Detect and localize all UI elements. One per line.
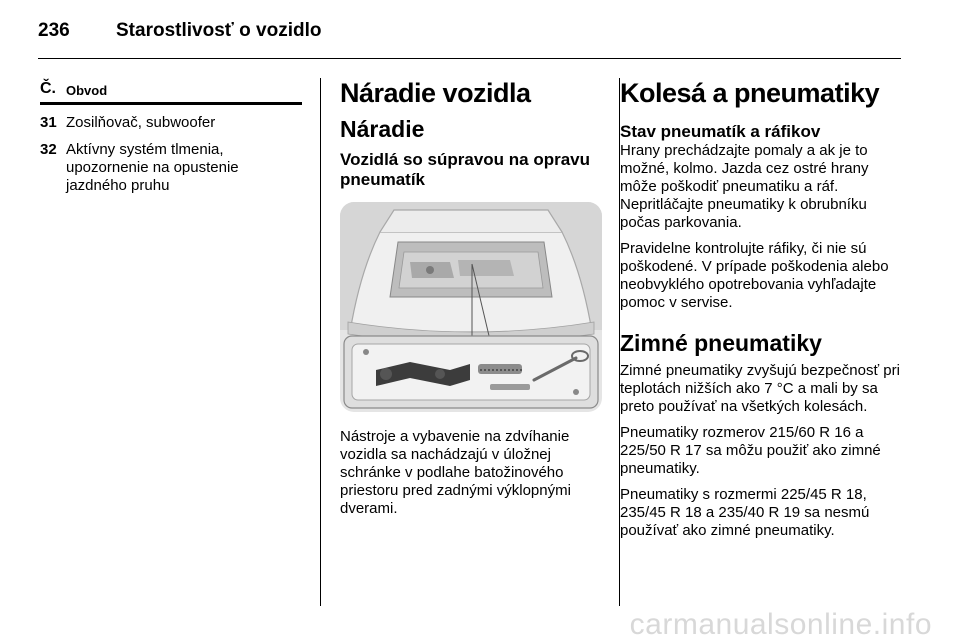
winter-tires-paragraph: Zimné pneumatiky zvyšujú bezpečnosť pri teplotách nižších ako 7 °C a mali by sa preto používať na všetkých kolesách. xyxy=(620,362,900,415)
legend-col-label: Obvod xyxy=(66,83,108,98)
legend-header-rule xyxy=(40,102,302,105)
winter-tires-heading: Zimné pneumatiky xyxy=(620,330,822,356)
trunk-tools-illustration xyxy=(340,202,602,412)
tools-heading: Náradie vozidla xyxy=(340,78,531,108)
winter-tires-paragraph: Pneumatiky rozmerov 215/60 R 16 a 225/50 R 17 sa môžu použiť ako zimné pneumatiky. xyxy=(620,424,881,477)
page-title: Starostlivosť o vozidlo xyxy=(116,20,322,41)
tools-subsubheading: Vozidlá so súpravou na opravu pneumatík xyxy=(340,150,591,189)
legend-col-number: Č. xyxy=(40,80,56,97)
tools-paragraph: Nástroje a vybavenie na zdvíhanie vozidla sa nachádzajú v úložnej schránke v podlahe batožinového priestoru pred zadnými výklopnými dverami. xyxy=(340,428,571,517)
legend-table-header xyxy=(40,78,302,100)
tire-condition-paragraph: Hrany prechádzajte pomaly a ak je to možné, kolmo. Jazda cez ostré hrany môže poškodiť pneumatiku a ráf. Nepritláčajte pneumatiky k obrubníku počas parkovania. xyxy=(620,142,869,231)
tire-condition-heading: Stav pneumatík a ráfikov xyxy=(620,122,821,141)
tools-column xyxy=(340,78,602,518)
legend-row-text: Zosilňovač, subwoofer xyxy=(66,114,216,131)
legend-row xyxy=(40,141,302,195)
winter-tires-paragraph: Pneumatiky s rozmermi 225/45 R 18, 235/45 R 18 a 235/40 R 19 sa nesmú používať ako zimné pneumatiky. xyxy=(620,486,870,539)
trunk-tools-drawing xyxy=(340,202,602,412)
wheels-column xyxy=(620,78,906,540)
legend-row-number: 32 xyxy=(40,141,57,158)
page-number: 236 xyxy=(38,20,70,41)
column-divider-1 xyxy=(320,78,321,606)
header-divider xyxy=(38,58,901,59)
legend-row xyxy=(40,114,302,132)
tire-condition-paragraph: Pravidelne kontrolujte ráfiky, či nie sú poškodené. V prípade poškodenia alebo neobvyklého opotrebovania vyhľadajte pomoc v servise. xyxy=(620,240,889,311)
wheels-heading: Kolesá a pneumatiky xyxy=(620,78,880,108)
legend-row-number: 31 xyxy=(40,114,57,131)
watermark: carmanualsonline.info xyxy=(629,608,932,641)
fuse-legend-column xyxy=(40,78,302,195)
tools-subheading: Náradie xyxy=(340,116,425,142)
legend-row-text: Aktívny systém tlmenia, upozornenie na opustenie jazdného pruhu xyxy=(66,141,239,194)
